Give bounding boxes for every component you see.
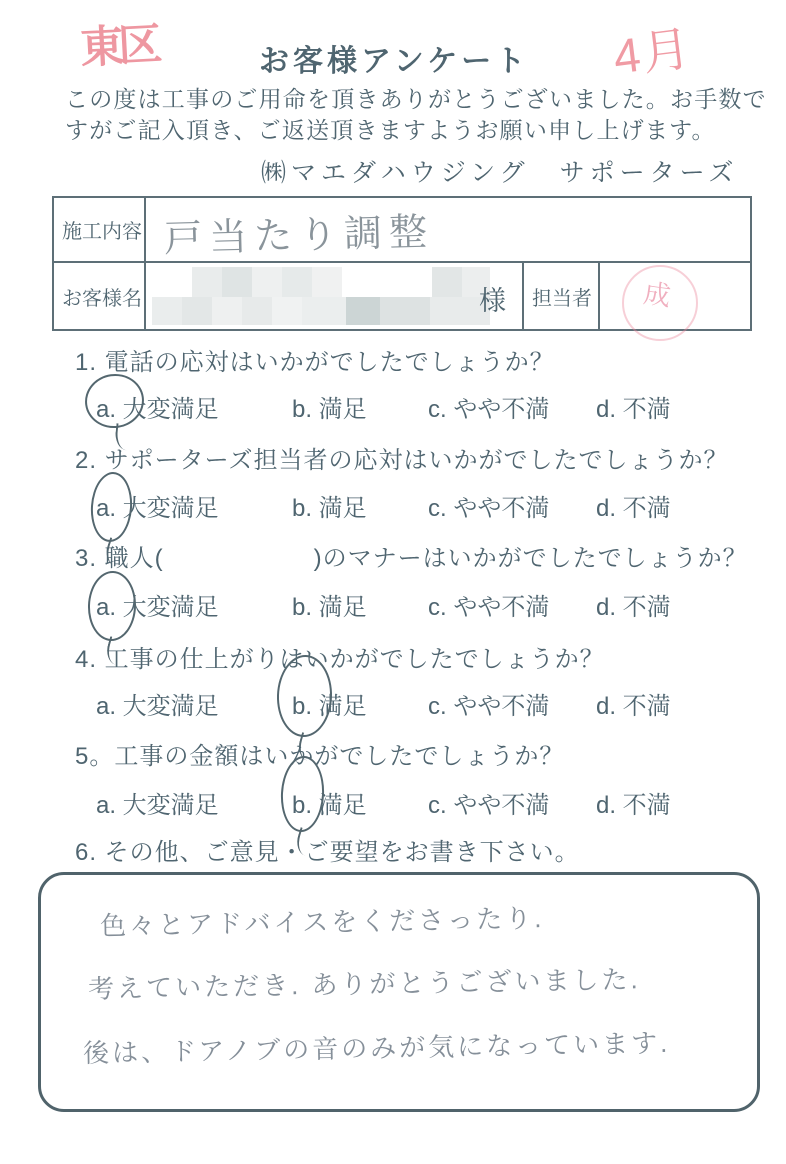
- q2-option-d: d. 不満: [596, 495, 671, 522]
- staff-label: 担当者: [524, 263, 600, 329]
- question-1-text: 1. 電話の応対はいかがでしたでしょうか？: [75, 349, 555, 376]
- q3-option-a: a. 大変満足: [96, 594, 219, 621]
- page-title: お客様アンケート: [259, 45, 530, 78]
- q1-option-a: a. 大変満足: [96, 396, 219, 423]
- question-3-text: 3. 職人( )のマナーはいかがでしたでしょうか？: [75, 545, 748, 572]
- q1-option-d: d. 不満: [596, 396, 671, 423]
- customer-row: [54, 263, 750, 329]
- handwritten-month-note: 4月: [610, 22, 696, 85]
- customer-label: お客様名: [54, 263, 146, 329]
- q2-option-b: b. 満足: [292, 495, 367, 522]
- q4-option-d: d. 不満: [596, 693, 671, 720]
- info-table: [52, 196, 752, 331]
- question-5-text: 5。工事の金額はいかがでしたでしょうか？: [75, 743, 565, 770]
- q3-option-c: c. やや不満: [428, 594, 550, 621]
- q3-option-d: d. 不満: [596, 594, 671, 621]
- question-6-text: 6. その他、ご意見・ご要望をお書き下さい。: [75, 839, 580, 866]
- hanko-stamp-text: 成: [641, 278, 673, 312]
- q4-option-c: c. やや不満: [428, 693, 550, 720]
- intro-paragraph: [65, 84, 780, 146]
- q3-option-b: b. 満足: [292, 594, 367, 621]
- hanko-stamp-icon: [622, 265, 698, 341]
- work-label: 施工内容: [54, 198, 146, 261]
- q5-option-b: b. 満足: [292, 792, 367, 819]
- handwritten-region-note: 東区: [79, 20, 158, 73]
- handwritten-comment-line-1: 色々とアドバイスをくださったり.: [99, 903, 545, 941]
- work-value-handwritten: 戸当たり調整: [163, 211, 435, 261]
- q4-option-b: b. 満足: [292, 693, 367, 720]
- q5-option-d: d. 不満: [596, 792, 671, 819]
- work-row: [54, 198, 750, 263]
- work-value-cell: [146, 198, 750, 261]
- answer-circle-q4: [276, 654, 334, 738]
- question-2-text: 2. サポーターズ担当者の応対はいかがでしたでしょうか？: [75, 447, 729, 474]
- q5-option-a: a. 大変満足: [96, 792, 219, 819]
- honorific-label: 様: [479, 286, 506, 316]
- staff-stamp-cell: [600, 263, 750, 329]
- company-name: ㈱マエダハウジング サポーターズ: [261, 159, 739, 187]
- handwritten-comment-line-3: 後は、ドアノブの音のみが気になっています.: [82, 1027, 671, 1069]
- handwritten-comment-line-2: 考えていただき. ありがとうございました.: [87, 964, 641, 1004]
- q4-option-a: a. 大変満足: [96, 693, 219, 720]
- q5-option-c: c. やや不満: [428, 792, 550, 819]
- q1-option-c: c. やや不満: [428, 396, 550, 423]
- q2-option-c: c. やや不満: [428, 495, 550, 522]
- q1-option-b: b. 満足: [292, 396, 367, 423]
- q2-option-a: a. 大変満足: [96, 495, 219, 522]
- intro-line-2: すがご記入頂き、ご返送頂きますようお願い申し上げます。: [65, 117, 716, 143]
- answer-circle-q2: [89, 471, 135, 544]
- question-5-options: [0, 785, 786, 819]
- answer-circle-q3: [87, 570, 137, 642]
- question-4-text: 4. 工事の仕上がりはいかがでしたでしょうか？: [75, 646, 605, 673]
- intro-line-1: この度は工事のご用命を頂きありがとうございました。お手数で: [65, 86, 767, 112]
- question-4-options: [0, 686, 786, 720]
- customer-name-cell: [146, 263, 524, 329]
